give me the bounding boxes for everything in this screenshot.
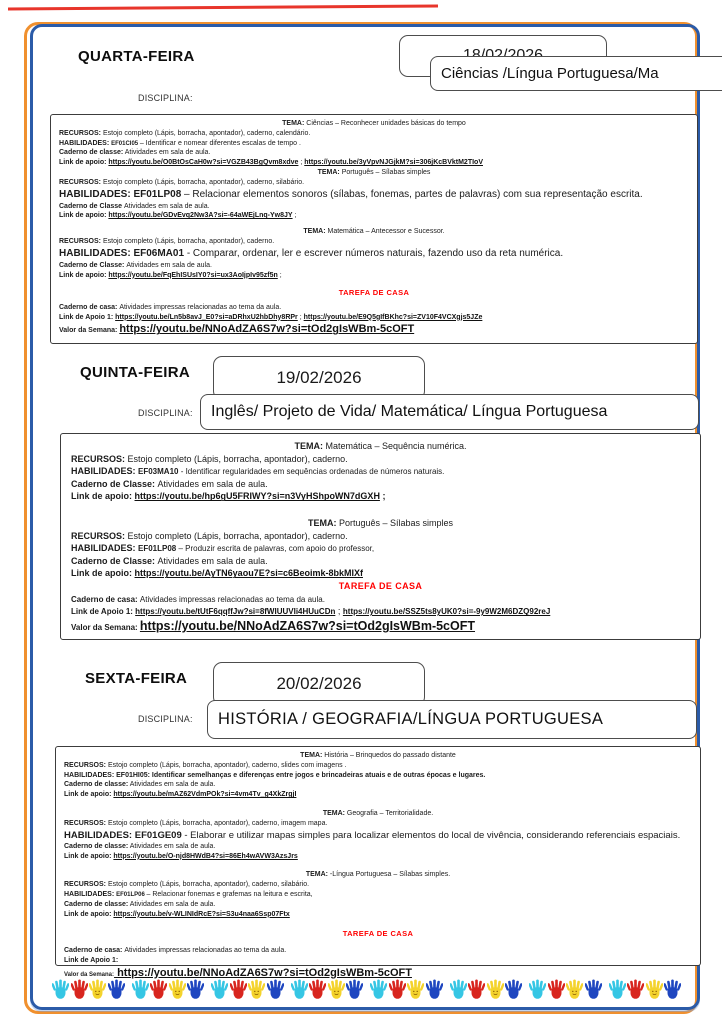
text-segment: HABILIDADES:: [59, 247, 134, 259]
content-line: [71, 593, 690, 606]
text-segment: Atividades em sala de aula.: [157, 478, 268, 489]
text-segment: Estojo completo (Lápis, borracha, apontador), caderno.: [125, 453, 348, 464]
text-segment: Link de apoio:: [64, 852, 114, 860]
content-line: [64, 809, 692, 819]
content-line: [59, 237, 689, 247]
text-segment: TEMA:: [282, 120, 305, 127]
text-segment: EF01HI05:: [116, 771, 152, 779]
content-line: [59, 322, 689, 337]
content-box-quinta: [60, 433, 701, 640]
text-segment: Caderno de casa:: [59, 303, 120, 311]
text-segment: TEMA:: [294, 441, 323, 451]
text-segment: HABILIDADES:: [64, 891, 117, 899]
text-segment: Português – Sílabas simples: [336, 517, 454, 528]
day-title-quinta: QUINTA-FEIRA: [80, 364, 190, 381]
hand-print-icon: [169, 979, 186, 1000]
text-segment: TEMA:: [322, 809, 345, 817]
text-segment: Estojo completo (Lápis, borracha, apontador), caderno, calendário.: [101, 129, 311, 137]
text-segment: TAREFA DE CASA: [338, 288, 410, 298]
content-line: [64, 929, 692, 940]
content-line: [59, 139, 689, 149]
content-line: [59, 271, 689, 281]
hand-print-icon: [328, 979, 345, 1000]
text-segment: Link de apoio:: [59, 271, 109, 279]
support-link[interactable]: https://youtu.be/E9Q5gIfBKhc?si=ZV10F4VCXgjs5JZe: [303, 313, 483, 321]
text-segment: Atividades em sala de aula.: [157, 555, 268, 566]
content-line: [59, 261, 689, 271]
content-line: [71, 567, 690, 580]
discipline-box-quinta: [200, 394, 699, 430]
content-line: [71, 605, 690, 618]
content-line: [71, 530, 690, 543]
text-segment: Atividades impressas relacionadas ao tema da aula.: [119, 303, 282, 311]
text-segment: TEMA:: [300, 752, 323, 759]
text-segment: RECURSOS:: [64, 819, 107, 827]
text-segment: Ciências – Reconhecer unidades básicas do tempo: [304, 120, 466, 127]
text-segment: HABILIDADES:: [71, 466, 138, 477]
text-segment: TAREFA DE CASA: [338, 580, 423, 591]
text-segment: Caderno de classe:: [64, 842, 129, 850]
text-segment: – Relacionar fonemas e grafemas na leitura e escrita,: [146, 891, 313, 899]
hand-print-icon: [548, 979, 565, 1000]
content-line: [71, 478, 690, 491]
date-value: 19/02/2026: [276, 368, 362, 387]
content-line: [64, 761, 692, 771]
content-line: [59, 288, 689, 299]
text-segment: Identificar semelhanças e diferenças entre jogos e brincadeiras atuais e de outras épocas e lugares.: [151, 771, 486, 779]
hand-print-icon: [211, 979, 228, 1000]
text-segment: Link de Apoio 1:: [71, 607, 136, 617]
content-line: [59, 227, 689, 237]
text-segment: Estojo completo (Lápis, borracha, apontador), caderno, imagem mapa.: [106, 819, 328, 827]
content-line: [64, 946, 692, 956]
content-line: [59, 158, 689, 168]
text-segment: HABILIDADES:: [71, 543, 138, 554]
hand-print-icon: [187, 979, 204, 1000]
text-segment: – Produzir escrita de palavras, com apoio do professor,: [178, 544, 375, 554]
text-segment: TEMA:: [303, 228, 326, 236]
text-segment: TAREFA DE CASA: [342, 929, 414, 939]
hand-print-icon: [346, 979, 363, 1000]
support-link[interactable]: https://youtu.be/GDvEvq2Nw3A?si=-64aWEjLnq-Yw8JY: [108, 212, 293, 220]
hand-print-icon: [426, 979, 443, 1000]
text-segment: Valor da Semana:: [71, 622, 140, 632]
text-segment: Caderno de Classe: [59, 202, 124, 210]
discipline-box-quarta: [430, 56, 722, 91]
day-title-sexta: SEXTA-FEIRA: [85, 670, 188, 687]
hand-print-icon: [389, 979, 406, 1000]
hand-print-icon: [71, 979, 88, 1000]
discipline-box-sexta: [207, 700, 697, 739]
hand-print-icon: [108, 979, 125, 1000]
support-link[interactable]: https://youtu.be/SSZ5ts8yUK0?si=-9y9W2M6DZQ92reJ: [342, 607, 551, 617]
text-segment: EF01LP06: [116, 892, 147, 899]
text-segment: História – Brinquedos do passado distante: [322, 752, 456, 759]
text-segment: HABILIDADES:: [64, 771, 117, 779]
text-segment: EF01GE09: [134, 829, 185, 841]
hand-print-icon: [529, 979, 546, 1000]
text-segment: Estojo completo (Lápis, borracha, apontador), caderno, slides com imagens .: [106, 761, 347, 769]
discipline-value: Ciências /Língua Portuguesa/Ma: [441, 65, 659, 82]
support-link[interactable]: https://youtu.be/NNoAdZA6S7w?si=tOd2gIsWBm-5cOFT: [114, 966, 412, 979]
support-link[interactable]: https://youtu.be/O0BtOsCaH0w?si=VGZB43BgQvm8xdve: [108, 159, 299, 167]
content-line: [71, 440, 690, 453]
content-line: [64, 870, 692, 880]
text-segment: TEMA:: [317, 168, 340, 176]
content-line: [71, 580, 690, 593]
content-line: [59, 211, 689, 221]
text-segment: Caderno de classe:: [64, 900, 129, 908]
text-segment: Estojo completo (Lápis, borracha, apontador), caderno.: [125, 530, 348, 541]
content-line: [59, 247, 689, 261]
text-segment: Atividades em sala de aula.: [128, 900, 216, 908]
text-segment: Link de Apoio 1:: [59, 313, 116, 321]
hand-print-icon: [664, 979, 681, 1000]
content-line: [59, 178, 689, 188]
hand-print-icon: [609, 979, 626, 1000]
support-link[interactable]: https://youtu.be/NNoAdZA6S7w?si=tOd2gIsWBm-5cOFT: [139, 618, 476, 633]
text-segment: Caderno de classe:: [59, 149, 124, 157]
text-segment: - Comparar, ordenar, ler e escrever números naturais, fazendo uso da reta numérica.: [186, 247, 564, 259]
date-value: 20/02/2026: [276, 674, 362, 693]
text-segment: Caderno de Classe:: [59, 261, 127, 269]
content-line: [59, 313, 689, 323]
content-line: [71, 618, 690, 636]
content-line: [59, 188, 689, 202]
hand-print-icon: [585, 979, 602, 1000]
text-segment: Estojo completo (Lápis, borracha, apontador), caderno, silabário.: [101, 178, 305, 186]
text-segment: – Identificar e nomear diferentes escalas de tempo .: [139, 139, 301, 147]
text-segment: Matemática – Antecessor e Sucessor.: [325, 228, 445, 236]
text-segment: – Relacionar elementos sonoros (sílabas, fonemas, partes de palavras) com sua representação escrita.: [184, 188, 643, 200]
text-segment: Link de apoio:: [64, 910, 114, 918]
text-segment: - Identificar regularidades em sequências ordenadas de números naturais.: [180, 467, 445, 477]
content-line: [59, 168, 689, 178]
text-segment: EF01LP08: [133, 188, 185, 200]
hand-print-icon: [89, 979, 106, 1000]
discipline-value: Inglês/ Projeto de Vida/ Matemática/ Língua Portuguesa: [211, 403, 608, 420]
content-line: [71, 517, 690, 530]
text-segment: Português – Sílabas simples: [339, 168, 431, 176]
content-box-sexta: [55, 746, 701, 979]
text-segment: Atividades em sala de aula.: [123, 202, 210, 210]
content-line: [59, 119, 689, 129]
hand-print-icon: [627, 979, 644, 1000]
hand-print-icon: [291, 979, 308, 1000]
text-segment: Caderno de classe:: [64, 781, 129, 789]
text-segment: Geografia – Territorialidade.: [344, 809, 434, 817]
text-segment: Caderno de casa:: [64, 946, 125, 954]
text-segment: ;: [335, 606, 343, 617]
support-link[interactable]: https://youtu.be/hp6gU5FRIWY?si=n3VyHShpoWN7dGXH: [134, 491, 380, 502]
top-red-line: [8, 4, 438, 10]
text-segment: Link de Apoio 1:: [64, 956, 119, 964]
text-segment: Link de apoio:: [71, 568, 135, 579]
text-segment: ;: [297, 313, 304, 321]
text-segment: RECURSOS:: [59, 178, 102, 186]
hand-print-icon: [407, 979, 424, 1000]
hand-print-icon: [267, 979, 284, 1000]
hand-print-icon: [646, 979, 663, 1000]
content-line: [64, 780, 692, 790]
text-segment: Estojo completo (Lápis, borracha, apontador), caderno, silabário.: [106, 881, 310, 889]
disciplina-label-quarta: DISCIPLINA:: [138, 93, 193, 103]
text-segment: Valor da Semana:: [59, 327, 120, 335]
content-box-quarta: [50, 114, 698, 344]
text-segment: Caderno de casa:: [71, 594, 140, 604]
hand-print-icon: [230, 979, 247, 1000]
text-segment: RECURSOS:: [64, 881, 107, 889]
content-line: [64, 880, 692, 890]
support-link[interactable]: https://youtu.be/3yVpvNJGjkM?si=306jKcBVktM2TIoV: [304, 159, 483, 167]
hand-print-icon: [248, 979, 265, 1000]
text-segment: -Língua Portuguesa – Sílabas simples.: [327, 871, 451, 879]
text-segment: Link de apoio:: [64, 791, 114, 799]
support-link[interactable]: https://youtu.be/v-WLINIdRcE?si=S3u4naa6Ssp07Ftx: [113, 910, 290, 918]
text-segment: RECURSOS:: [71, 530, 126, 541]
support-link[interactable]: https://youtu.be/tUtF6qqffJw?si=8fWIUUVIi4HUuCDn: [135, 607, 336, 617]
content-line: [64, 852, 692, 862]
text-segment: ;: [379, 491, 386, 502]
content-line: [64, 910, 692, 920]
content-line: [64, 819, 692, 829]
content-line: [71, 453, 690, 466]
disciplina-label-quinta: DISCIPLINA:: [138, 408, 193, 418]
content-line: [64, 771, 692, 781]
content-line: [71, 542, 690, 555]
hand-print-icon: [132, 979, 149, 1000]
text-segment: RECURSOS:: [71, 453, 126, 464]
text-segment: ;: [298, 159, 305, 167]
content-line: [59, 303, 689, 313]
text-segment: EF01LP08: [138, 544, 179, 554]
content-line: [64, 956, 692, 966]
support-link[interactable]: https://youtu.be/Ln5b8avJ_E0?si=aDRhxU2hbDhy8RPr: [115, 313, 298, 321]
text-segment: ;: [277, 271, 282, 279]
content-line: [71, 555, 690, 568]
content-line: [64, 790, 692, 800]
hand-print-icon: [309, 979, 326, 1000]
hand-print-icon: [505, 979, 522, 1000]
content-line: [64, 829, 692, 842]
content-line: [59, 148, 689, 158]
text-segment: - Elaborar e utilizar mapas simples para localizar elementos do local de vivência, considerando referenciais espaciais.: [184, 829, 681, 841]
support-link[interactable]: https://youtu.be/NNoAdZA6S7w?si=tOd2gIsWBm-5cOFT: [119, 323, 415, 336]
content-line: [59, 129, 689, 139]
text-segment: EF01CI05: [111, 140, 140, 147]
text-segment: RECURSOS:: [59, 237, 102, 245]
day-title-quarta: QUARTA-FEIRA: [78, 48, 195, 65]
text-segment: Link de apoio:: [59, 212, 109, 220]
hand-print-icon: [52, 979, 69, 1000]
text-segment: Atividades em sala de aula.: [126, 261, 212, 269]
hand-print-icon: [150, 979, 167, 1000]
text-segment: ;: [292, 212, 297, 220]
text-segment: Caderno de Classe:: [71, 478, 158, 489]
text-segment: Atividades impressas relacionadas ao tema da aula.: [124, 946, 287, 954]
discipline-value: HISTÓRIA / GEOGRAFIA/LÍNGUA PORTUGUESA: [218, 710, 604, 728]
text-segment: HABILIDADES:: [59, 139, 112, 147]
content-line: [64, 900, 692, 910]
support-link[interactable]: https://youtu.be/FqEhISUsIY0?si=ux3AoIjpIv95zf5n: [108, 271, 278, 279]
text-segment: Valor da Semana:: [64, 971, 115, 978]
hand-print-icon: [566, 979, 583, 1000]
hand-print-icon: [450, 979, 467, 1000]
hand-print-icon: [487, 979, 504, 1000]
content-line: [64, 842, 692, 852]
text-segment: Atividades em sala de aula.: [123, 149, 211, 157]
text-segment: Caderno de Classe:: [71, 555, 158, 566]
text-segment: Estojo completo (Lápis, borracha, apontador), caderno.: [101, 237, 275, 245]
text-segment: Atividades em sala de aula.: [128, 781, 216, 789]
text-segment: Matemática – Sequência numérica.: [322, 441, 467, 451]
content-line: [71, 465, 690, 478]
disciplina-label-sexta: DISCIPLINA:: [138, 714, 193, 724]
content-line: [59, 202, 689, 212]
hand-print-icon: [468, 979, 485, 1000]
text-segment: Link de apoio:: [59, 159, 109, 167]
content-line: [64, 751, 692, 761]
content-line: [64, 890, 692, 900]
text-segment: RECURSOS:: [64, 761, 107, 769]
text-segment: Link de apoio:: [71, 491, 135, 502]
hand-print-icon: [370, 979, 387, 1000]
text-segment: Atividades impressas relacionadas ao tema da aula.: [139, 594, 325, 604]
text-segment: HABILIDADES:: [59, 188, 134, 200]
content-line: [71, 490, 690, 503]
text-segment: TEMA:: [307, 517, 337, 528]
text-segment: Atividades em sala de aula.: [128, 842, 216, 850]
text-segment: EF06MA01: [133, 247, 187, 259]
text-segment: TEMA:: [305, 871, 328, 879]
support-link[interactable]: https://youtu.be/mAZ62VdmPOk?si=4vm4Tv_g4XkZrgjI: [113, 791, 297, 799]
text-segment: RECURSOS:: [59, 129, 102, 137]
support-link[interactable]: https://youtu.be/O-njd8HWdB4?si=86Eh4wAVW3AzsJrs: [113, 852, 298, 860]
text-segment: EF03MA10: [138, 467, 181, 477]
text-segment: HABILIDADES:: [64, 829, 135, 841]
support-link[interactable]: https://youtu.be/AyTN6yaou7E?si=c6Beoimk-8bkMIXf: [134, 568, 363, 579]
